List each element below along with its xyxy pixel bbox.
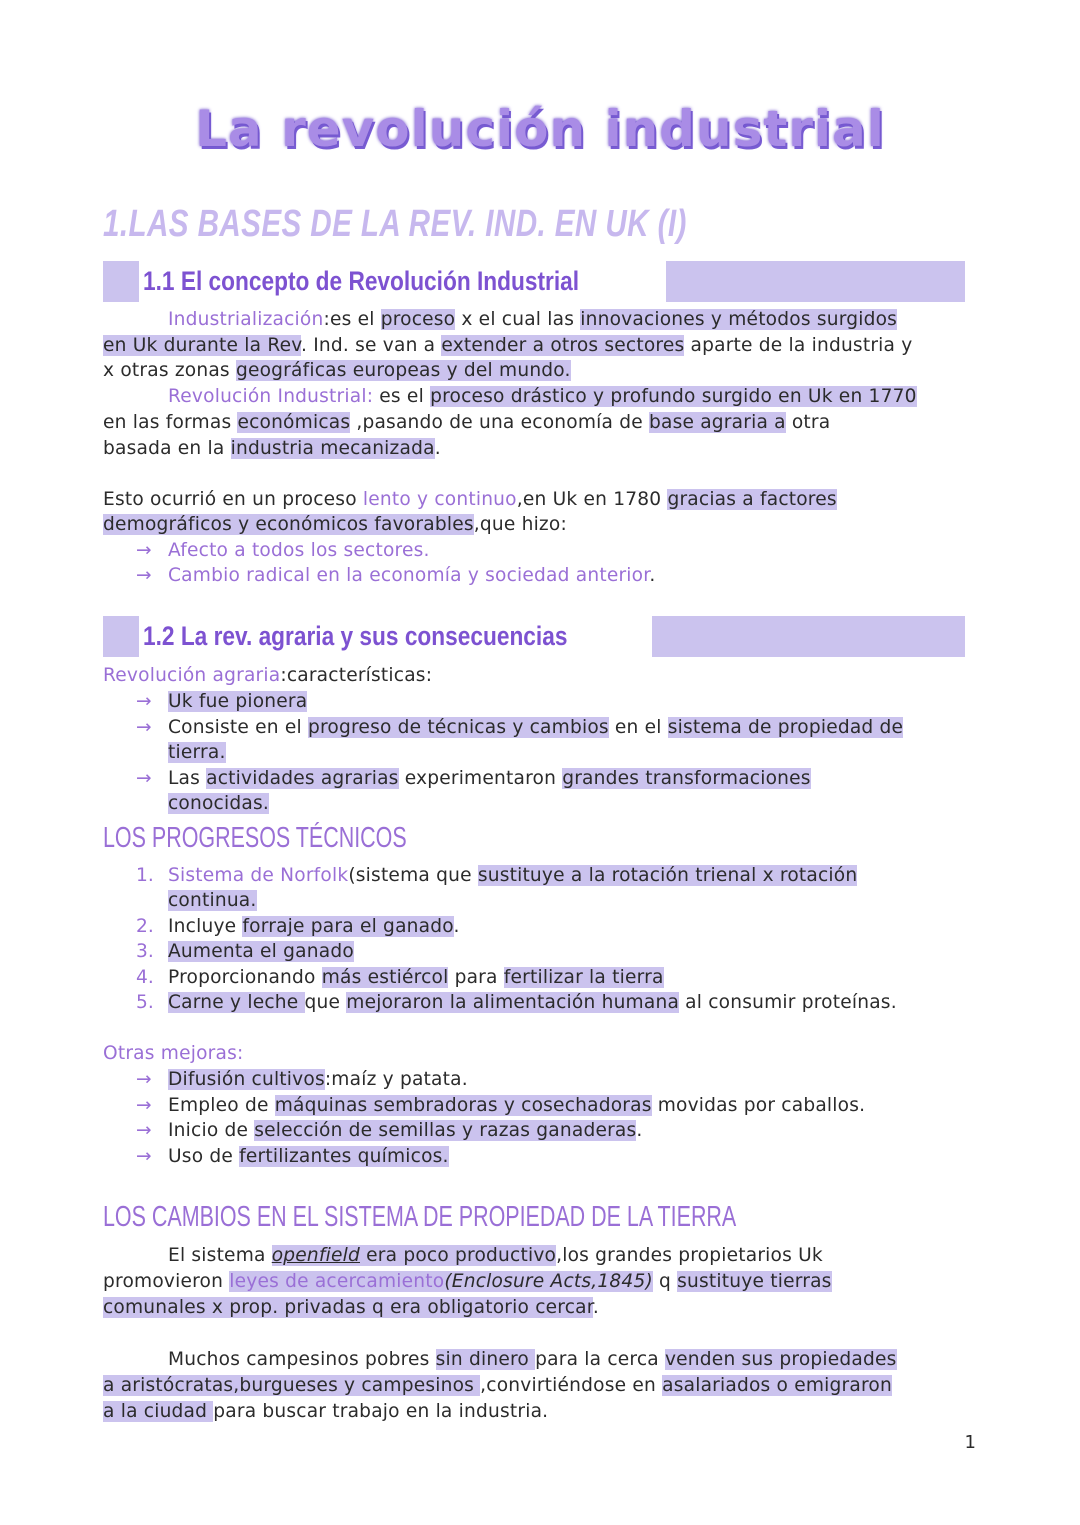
paragraph-line: El sistema openfield era poco productivo,los grandes propietarios Uk <box>168 1245 823 1266</box>
list-item: Las actividades agrarias experimentaron grandes transformaciones <box>168 768 811 789</box>
list-item: Cambio radical en la economía y sociedad anterior. <box>168 565 656 586</box>
list-item: Empleo de máquinas sembradoras y cosechadoras movidas por caballos. <box>168 1095 866 1116</box>
paragraph-line: Esto ocurrió en un proceso lento y continuo,en Uk en 1780 gracias a factores <box>103 489 837 510</box>
list-item: Aumenta el ganado <box>168 941 354 962</box>
paragraph-line: a aristócratas,burgueses y campesinos ,convirtiéndose en asalariados o emigraron <box>103 1375 892 1396</box>
page-title: La revolución industrial <box>195 100 885 158</box>
heading-progresos-tecnicos: LOS PROGRESOS TÉCNICOS <box>103 822 407 854</box>
list-item: Uso de fertilizantes químicos. <box>168 1146 449 1167</box>
list-item: Inicio de selección de semillas y razas ganaderas. <box>168 1120 643 1141</box>
list-number: 5. <box>136 992 154 1013</box>
arrow-bullet-icon: → <box>136 1095 152 1116</box>
paragraph-line: basada en la industria mecanizada. <box>103 438 441 459</box>
paragraph-line: demográficos y económicos favorables,que hizo: <box>103 514 567 535</box>
paragraph-line: Revolución Industrial: es el proceso drástico y profundo surgido en Uk en 1770 <box>168 386 917 407</box>
list-item: Afecto a todos los sectores. <box>168 540 430 561</box>
paragraph-line: en Uk durante la Rev. Ind. se van a extender a otros sectores aparte de la industria y <box>103 335 913 356</box>
heading-otras-mejoras: Otras mejoras: <box>103 1043 244 1064</box>
list-item: Consiste en el progreso de técnicas y cambios en el sistema de propiedad de <box>168 717 904 738</box>
list-item: Sistema de Norfolk(sistema que sustituye a la rotación trienal x rotación <box>168 865 858 886</box>
paragraph-line: Muchos campesinos pobres sin dinero para la cerca venden sus propiedades <box>168 1349 897 1370</box>
subsection-heading-1-1: 1.1 El concepto de Revolución Industrial <box>143 266 580 296</box>
arrow-bullet-icon: → <box>136 540 152 561</box>
subsection-heading-1-2-bar <box>103 616 965 657</box>
heading-cambios-propiedad: LOS CAMBIOS EN EL SISTEMA DE PROPIEDAD DE LA TIERRA <box>103 1201 737 1233</box>
subsection-heading-1-2: 1.2 La rev. agraria y sus consecuencias <box>143 621 568 651</box>
list-item: Difusión cultivos:maíz y patata. <box>168 1069 468 1090</box>
paragraph-line: comunales x prop. privadas q era obligatorio cercar. <box>103 1297 599 1318</box>
list-number: 2. <box>136 916 154 937</box>
list-number: 3. <box>136 941 154 962</box>
paragraph-line: promovieron leyes de acercamiento(Enclosure Acts,1845) q sustituye tierras <box>103 1271 832 1292</box>
page-number: 1 <box>964 1432 976 1453</box>
arrow-bullet-icon: → <box>136 691 152 712</box>
list-item: Incluye forraje para el ganado. <box>168 916 460 937</box>
list-item: Carne y leche que mejoraron la alimentación humana al consumir proteínas. <box>168 992 897 1013</box>
list-number: 4. <box>136 967 154 988</box>
list-item-continuation: conocidas. <box>168 793 269 814</box>
arrow-bullet-icon: → <box>136 768 152 789</box>
list-number: 1. <box>136 865 154 886</box>
paragraph-line: Revolución agraria:características: <box>103 665 433 686</box>
arrow-bullet-icon: → <box>136 565 152 586</box>
list-item: Proporcionando más estiércol para fertilizar la tierra <box>168 967 664 988</box>
subsection-heading-1-1-bar <box>103 261 965 302</box>
section-heading-1: 1.LAS BASES DE LA REV. IND. EN UK (I) <box>103 203 687 245</box>
arrow-bullet-icon: → <box>136 717 152 738</box>
paragraph-line: a la ciudad para buscar trabajo en la industria. <box>103 1401 549 1422</box>
paragraph-line: Industrialización:es el proceso x el cual las innovaciones y métodos surgidos <box>168 309 898 330</box>
arrow-bullet-icon: → <box>136 1069 152 1090</box>
list-item-continuation: tierra. <box>168 742 226 763</box>
paragraph-line: en las formas económicas ,pasando de una economía de base agraria a otra <box>103 412 831 433</box>
list-item-continuation: continua. <box>168 890 257 911</box>
list-item: Uk fue pionera <box>168 691 308 712</box>
paragraph-line: x otras zonas geográficas europeas y del mundo. <box>103 360 571 381</box>
arrow-bullet-icon: → <box>136 1120 152 1141</box>
arrow-bullet-icon: → <box>136 1146 152 1167</box>
